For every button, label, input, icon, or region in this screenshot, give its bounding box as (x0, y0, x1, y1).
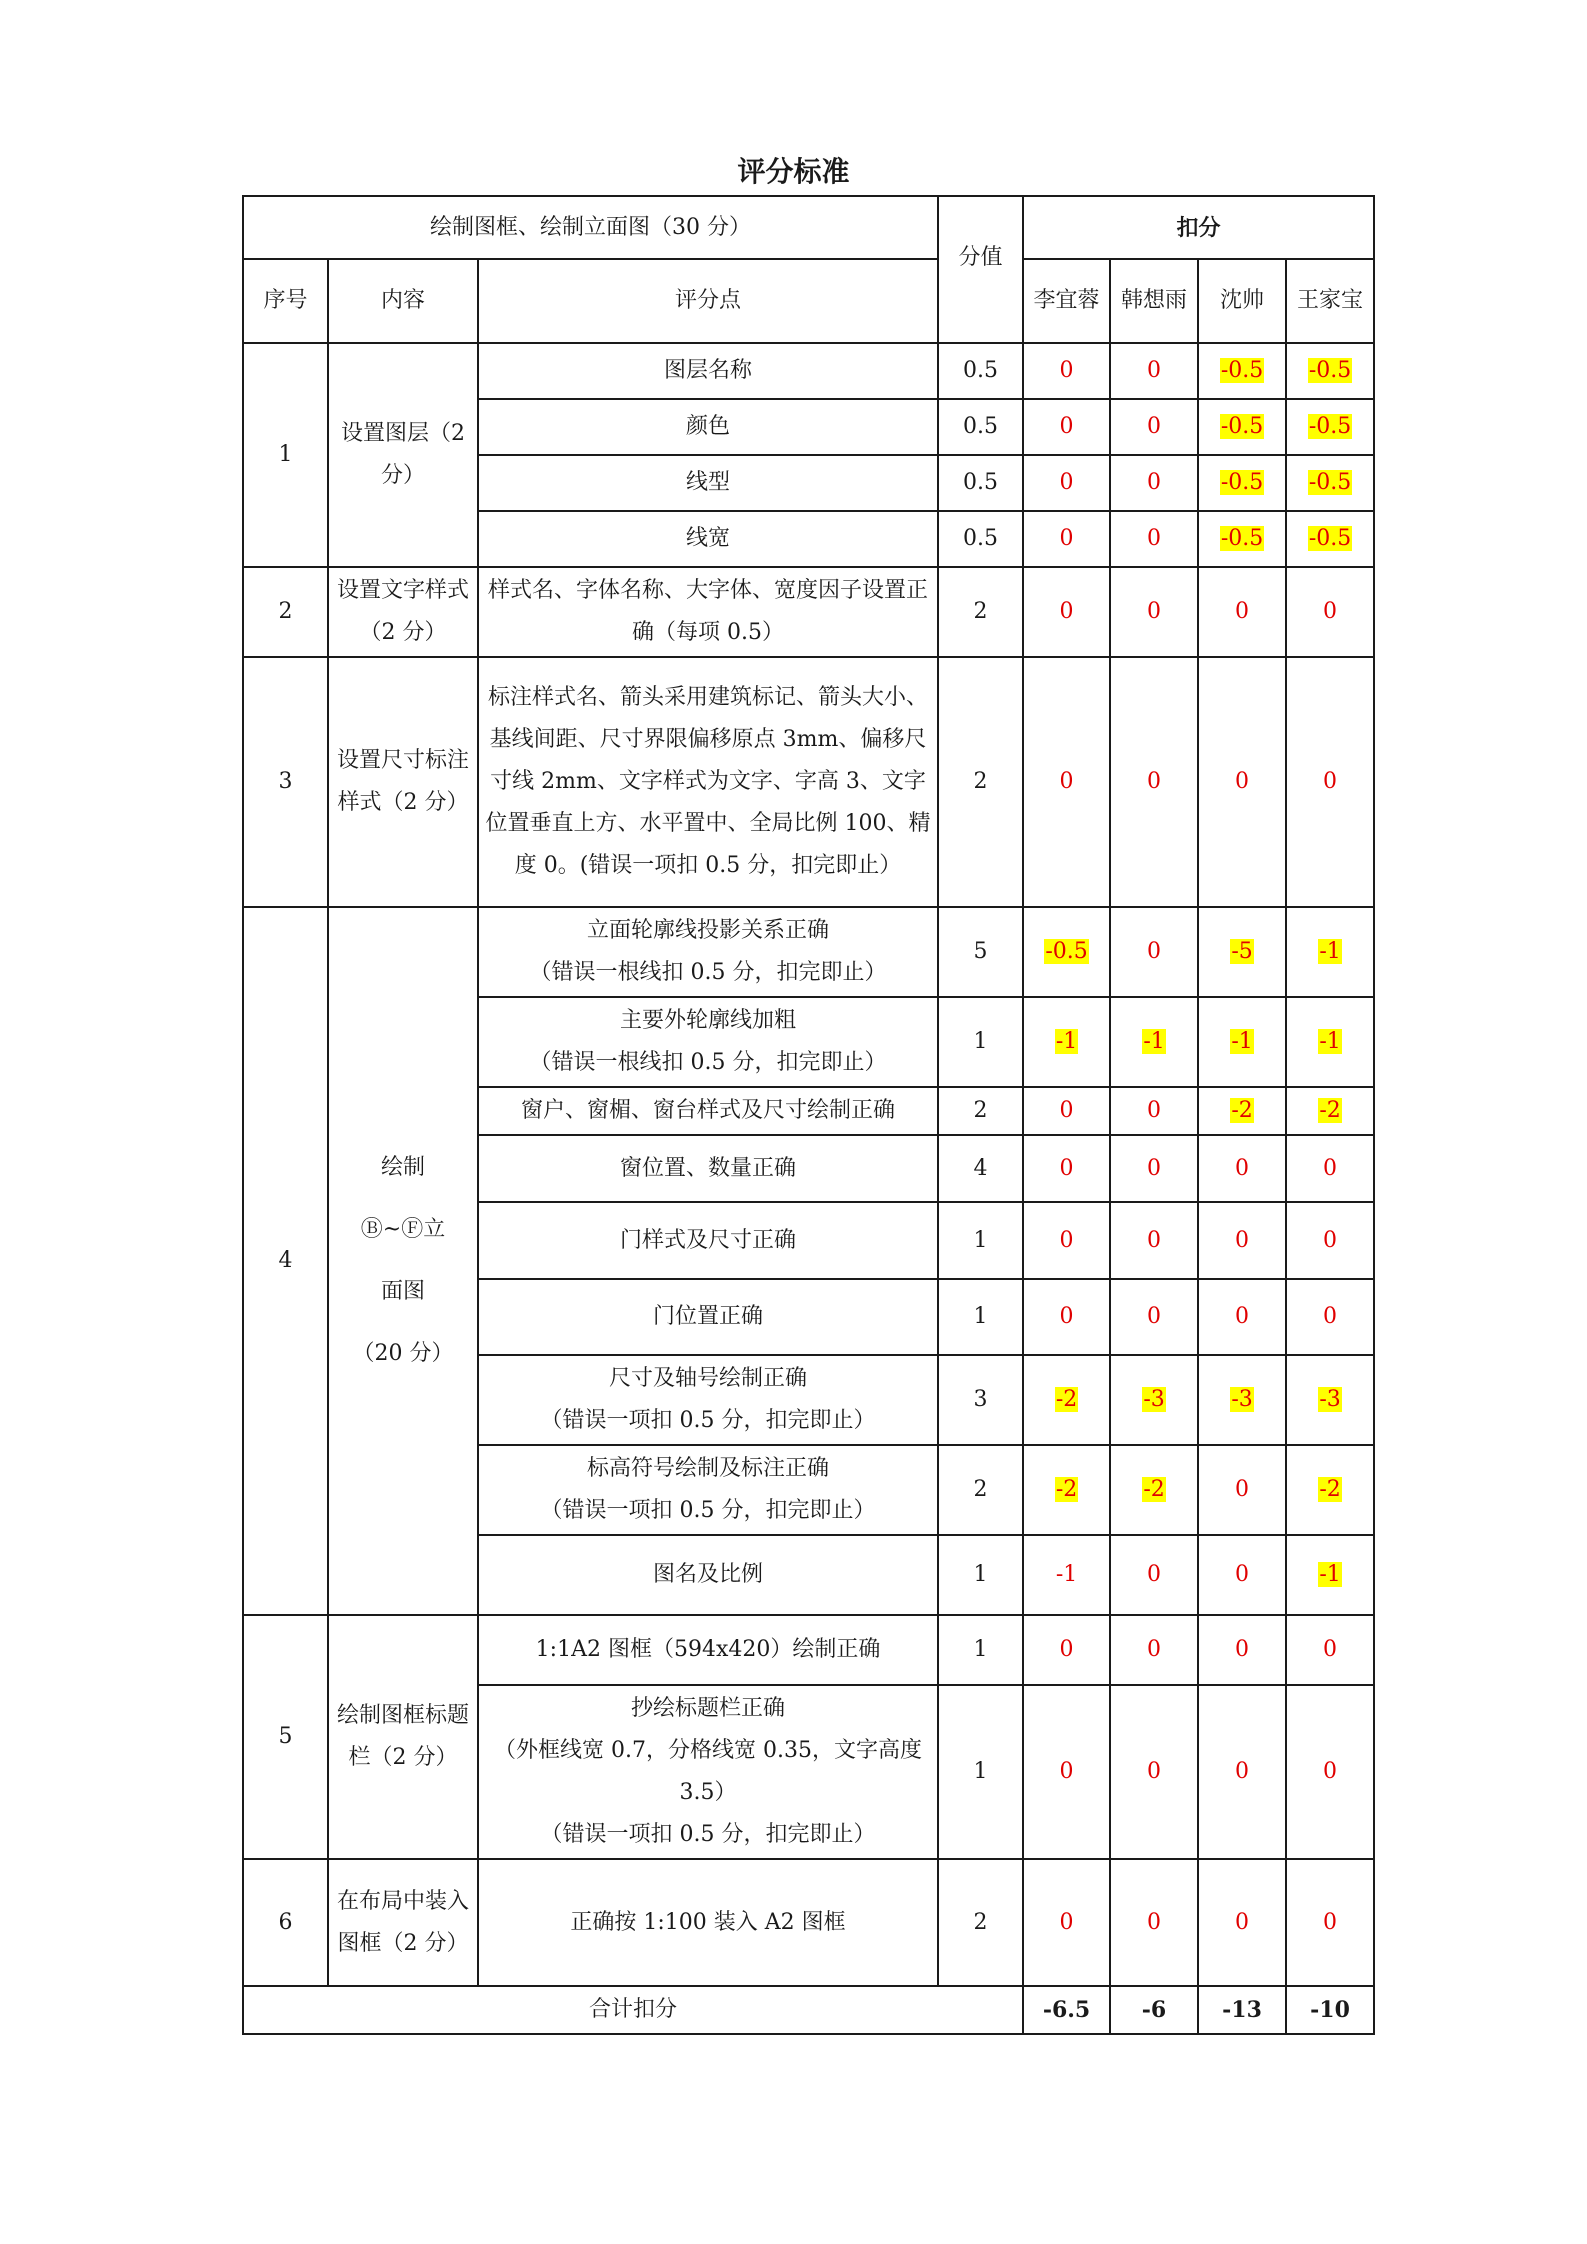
seq-header: 序号 (243, 259, 328, 343)
deduction-cell: -2 (1055, 1387, 1078, 1412)
section-content-line: Ⓑ~Ⓕ立 (360, 1217, 446, 1242)
group-title: 绘制图框、绘制立面图（30 分） (243, 196, 938, 259)
deduction-cell: 0 (1286, 567, 1374, 657)
total-row (243, 1986, 1374, 2034)
table-row (243, 1615, 1374, 1685)
deduction-cell: -0.5 (1308, 470, 1352, 495)
section-seq: 4 (243, 907, 328, 1615)
deduction-cell: 0 (1286, 1135, 1374, 1202)
content-header: 内容 (328, 259, 478, 343)
deduction-cell: 0 (1198, 1685, 1286, 1859)
deduction-cell: 0 (1286, 1202, 1374, 1279)
score-value: 2 (938, 1859, 1023, 1986)
deduction-cell: -0.5 (1220, 358, 1264, 383)
deduction-cell: 0 (1023, 567, 1110, 657)
student-header: 沈帅 (1198, 259, 1286, 343)
deduction-cell: 0 (1198, 1279, 1286, 1355)
deduction-cell: 0 (1198, 567, 1286, 657)
deduction-cell: 0 (1198, 1535, 1286, 1615)
scoring-point-title: 抄绘标题栏正确 (631, 1696, 786, 1721)
deduction-cell: 0 (1110, 1087, 1198, 1135)
deduction-cell: -1 (1055, 1029, 1078, 1054)
deduction-cell: 0 (1110, 455, 1198, 511)
score-value: 2 (938, 567, 1023, 657)
score-value: 3 (938, 1355, 1023, 1445)
points-header: 评分点 (478, 259, 938, 343)
scoring-point: 1:1A2 图框（594x420）绘制正确 (478, 1615, 938, 1685)
score-column-header: 分值 (938, 196, 1023, 343)
deduction-cell: -1 (1023, 1535, 1110, 1615)
student-header: 王家宝 (1286, 259, 1374, 343)
section-content: 绘制图框标题栏（2 分） (328, 1615, 478, 1859)
score-value: 1 (938, 1685, 1023, 1859)
deduction-cell: 0 (1023, 1685, 1110, 1859)
scoring-point-note: （错误一项扣 0.5 分，扣完即止） (540, 1498, 876, 1523)
scoring-point-note: （外框线宽 0.7，分格线宽 0.35，文字高度 3.5） (494, 1738, 922, 1805)
table-row (243, 657, 1374, 907)
scoring-point: 颜色 (478, 399, 938, 455)
section-seq: 2 (243, 567, 328, 657)
deduction-cell: 0 (1110, 1535, 1198, 1615)
scoring-point (478, 907, 938, 997)
scoring-point-title: 尺寸及轴号绘制正确 (609, 1366, 808, 1391)
scoring-point (478, 1445, 938, 1535)
table-row (243, 567, 1374, 657)
page-title: 评分标准 (737, 155, 850, 188)
deduction-cell: 0 (1023, 1279, 1110, 1355)
score-value: 0.5 (938, 455, 1023, 511)
deduction-cell: 0 (1023, 1202, 1110, 1279)
deduction-cell: -2 (1055, 1477, 1078, 1502)
student-header: 韩想雨 (1110, 259, 1198, 343)
deduction-cell: -2 (1231, 1098, 1253, 1123)
section-content: 设置图层（2 分） (328, 343, 478, 567)
deduction-cell: 0 (1110, 567, 1198, 657)
deduction-cell: 0 (1110, 1279, 1198, 1355)
score-value: 0.5 (938, 511, 1023, 567)
scoring-point (478, 1355, 938, 1445)
deduction-cell: 0 (1198, 1859, 1286, 1986)
deduction-cell: 0 (1286, 1859, 1374, 1986)
deduction-cell: 0 (1110, 1135, 1198, 1202)
deduction-cell: 0 (1023, 343, 1110, 399)
deduction-cell: 0 (1286, 1279, 1374, 1355)
deduction-cell: 0 (1286, 657, 1374, 907)
deduction-cell: 0 (1023, 657, 1110, 907)
scoring-point: 线型 (478, 455, 938, 511)
total-value: -6.5 (1023, 1986, 1110, 2034)
deduction-cell: 0 (1023, 511, 1110, 567)
deduction-cell: -0.5 (1308, 414, 1352, 439)
deduction-cell: -1 (1319, 939, 1341, 964)
scoring-point-note: （错误一根线扣 0.5 分，扣完即止） (529, 1050, 887, 1075)
deduction-cell: 0 (1198, 1202, 1286, 1279)
section-seq: 6 (243, 1859, 328, 1986)
deduction-cell: 0 (1286, 1615, 1374, 1685)
scoring-point-title: 主要外轮廓线加粗 (620, 1008, 797, 1033)
table-row (243, 1859, 1374, 1986)
score-value: 1 (938, 1279, 1023, 1355)
deduction-cell: 0 (1023, 455, 1110, 511)
deduction-cell: -2 (1319, 1477, 1341, 1502)
deduction-cell: -1 (1231, 1029, 1253, 1054)
deduction-cell: 0 (1110, 907, 1198, 997)
scoring-point (478, 997, 938, 1087)
deduction-cell: 0 (1110, 1685, 1198, 1859)
deduction-cell: 0 (1023, 1859, 1110, 1986)
score-value: 4 (938, 1135, 1023, 1202)
deduction-cell: -1 (1319, 1029, 1341, 1054)
deduction-cell: -2 (1143, 1477, 1165, 1502)
deduction-cell: -2 (1319, 1098, 1341, 1123)
scoring-point-note: （错误一项扣 0.5 分，扣完即止） (540, 1822, 876, 1847)
score-value: 1 (938, 1615, 1023, 1685)
deduction-cell: -0.5 (1308, 526, 1352, 551)
total-value: -6 (1110, 1986, 1198, 2034)
scoring-point: 窗户、窗楣、窗台样式及尺寸绘制正确 (478, 1087, 938, 1135)
scoring-point: 标注样式名、箭头采用建筑标记、箭头大小、基线间距、尺寸界限偏移原点 3mm、偏移尺寸线 2mm、文字样式为文字、字高 3、文字位置垂直上方、水平置中、全局比例 100、精度 0。(错误一项扣 0.5 分，扣完即止） (478, 657, 938, 907)
grading-table (242, 195, 1375, 2035)
deduction-cell: 0 (1023, 1135, 1110, 1202)
scoring-point-note: （错误一项扣 0.5 分，扣完即止） (540, 1408, 876, 1433)
deduction-cell: 0 (1198, 1135, 1286, 1202)
score-value: 2 (938, 1087, 1023, 1135)
section-seq: 3 (243, 657, 328, 907)
section-content: 设置尺寸标注样式（2 分） (328, 657, 478, 907)
deduction-cell: -1 (1319, 1562, 1341, 1587)
deduction-cell: 0 (1110, 1615, 1198, 1685)
score-value: 1 (938, 1202, 1023, 1279)
deduction-cell: -3 (1319, 1387, 1341, 1412)
deduction-cell: 0 (1286, 1685, 1374, 1859)
section-seq: 1 (243, 343, 328, 567)
scoring-point: 线宽 (478, 511, 938, 567)
deduction-cell: 0 (1110, 1202, 1198, 1279)
deduction-cell: 0 (1110, 1859, 1198, 1986)
total-value: -13 (1198, 1986, 1286, 2034)
section-content-line: （20 分） (352, 1341, 454, 1366)
deduction-header: 扣分 (1023, 196, 1374, 259)
scoring-point: 图名及比例 (478, 1535, 938, 1615)
deduction-cell: -5 (1231, 939, 1253, 964)
deduction-cell: 0 (1198, 1615, 1286, 1685)
scoring-point: 门样式及尺寸正确 (478, 1202, 938, 1279)
scoring-point: 窗位置、数量正确 (478, 1135, 938, 1202)
deduction-cell: 0 (1198, 1445, 1286, 1535)
section-content: 在布局中装入图框（2 分） (328, 1859, 478, 1986)
scoring-point: 图层名称 (478, 343, 938, 399)
score-value: 0.5 (938, 399, 1023, 455)
deduction-cell: 0 (1023, 1615, 1110, 1685)
scoring-point: 样式名、字体名称、大字体、宽度因子设置正确（每项 0.5） (478, 567, 938, 657)
section-content-line: 面图 (380, 1279, 425, 1304)
total-value: -10 (1286, 1986, 1374, 2034)
score-value: 1 (938, 997, 1023, 1087)
deduction-cell: 0 (1198, 657, 1286, 907)
total-label: 合计扣分 (243, 1986, 1023, 2034)
section-content (328, 907, 478, 1615)
scoring-point: 门位置正确 (478, 1279, 938, 1355)
scoring-point-title: 标高符号绘制及标注正确 (587, 1456, 830, 1481)
score-value: 2 (938, 657, 1023, 907)
score-value: 5 (938, 907, 1023, 997)
deduction-cell: -0.5 (1220, 470, 1264, 495)
deduction-cell: 0 (1023, 1087, 1110, 1135)
deduction-cell: 0 (1023, 399, 1110, 455)
deduction-cell: 0 (1110, 657, 1198, 907)
scoring-point-note: （错误一根线扣 0.5 分，扣完即止） (529, 960, 887, 985)
deduction-cell: 0 (1110, 511, 1198, 567)
deduction-cell: 0 (1110, 343, 1198, 399)
score-value: 2 (938, 1445, 1023, 1535)
student-header: 李宜蓉 (1023, 259, 1110, 343)
deduction-cell: -0.5 (1045, 939, 1088, 964)
deduction-cell: -0.5 (1220, 414, 1264, 439)
section-seq: 5 (243, 1615, 328, 1859)
table-row (243, 907, 1374, 997)
scoring-point-title: 立面轮廓线投影关系正确 (587, 918, 830, 943)
scoring-point: 正确按 1:100 装入 A2 图框 (478, 1859, 938, 1986)
deduction-cell: -0.5 (1220, 526, 1264, 551)
deduction-cell: -1 (1143, 1029, 1165, 1054)
deduction-cell: -3 (1231, 1387, 1253, 1412)
score-value: 1 (938, 1535, 1023, 1615)
section-content: 设置文字样式（2 分） (328, 567, 478, 657)
scoring-point (478, 1685, 938, 1859)
deduction-cell: 0 (1110, 399, 1198, 455)
deduction-cell: -3 (1143, 1387, 1165, 1412)
deduction-cell: -0.5 (1308, 358, 1352, 383)
score-value: 0.5 (938, 343, 1023, 399)
section-content-line: 绘制 (380, 1155, 425, 1180)
table-row (243, 343, 1374, 399)
